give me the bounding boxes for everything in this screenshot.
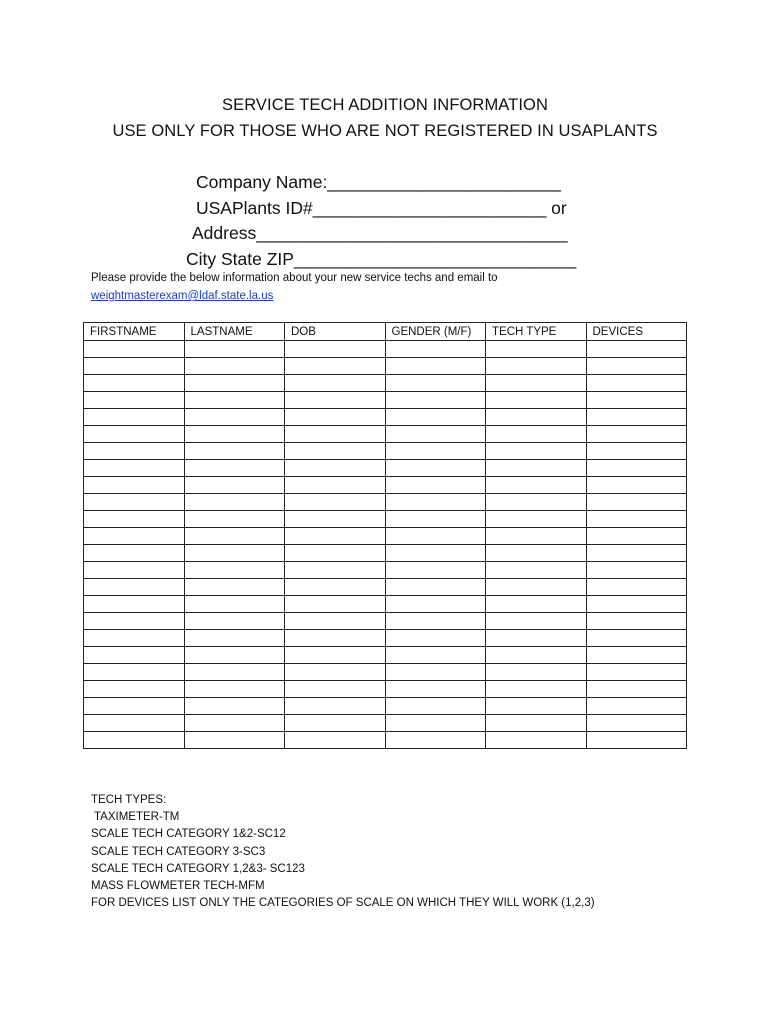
table-cell[interactable] xyxy=(84,715,185,732)
table-cell[interactable] xyxy=(184,681,285,698)
table-cell[interactable] xyxy=(385,562,486,579)
table-cell[interactable] xyxy=(84,664,185,681)
table-cell[interactable] xyxy=(184,528,285,545)
table-cell[interactable] xyxy=(84,375,185,392)
table-cell[interactable] xyxy=(586,664,687,681)
table-row xyxy=(84,426,687,443)
tech-type-line: MASS FLOWMETER TECH-MFM xyxy=(91,880,265,893)
table-cell[interactable] xyxy=(486,545,587,562)
table-cell[interactable] xyxy=(586,596,687,613)
table-cell[interactable] xyxy=(84,341,185,358)
table-cell[interactable] xyxy=(586,613,687,630)
table-cell[interactable] xyxy=(184,511,285,528)
table-cell[interactable] xyxy=(285,630,386,647)
table-cell[interactable] xyxy=(486,477,587,494)
table-cell[interactable] xyxy=(184,460,285,477)
table-row xyxy=(84,664,687,681)
table-cell[interactable] xyxy=(586,460,687,477)
table-row xyxy=(84,698,687,715)
tech-type-line: SCALE TECH CATEGORY 1&2-SC12 xyxy=(91,828,286,841)
table-cell[interactable] xyxy=(385,681,486,698)
table-cell[interactable] xyxy=(84,443,185,460)
table-body xyxy=(84,341,687,749)
table-cell[interactable] xyxy=(84,732,185,749)
table-cell[interactable] xyxy=(385,579,486,596)
table-cell[interactable] xyxy=(586,732,687,749)
table-row xyxy=(84,443,687,460)
table-cell[interactable] xyxy=(285,698,386,715)
table-cell[interactable] xyxy=(486,528,587,545)
table-cell[interactable] xyxy=(385,443,486,460)
table-cell[interactable] xyxy=(285,443,386,460)
table-cell[interactable] xyxy=(385,613,486,630)
table-cell[interactable] xyxy=(486,562,587,579)
table-cell[interactable] xyxy=(586,630,687,647)
table-cell[interactable] xyxy=(586,562,687,579)
table-cell[interactable] xyxy=(84,630,185,647)
table-cell[interactable] xyxy=(184,426,285,443)
table-cell[interactable] xyxy=(184,562,285,579)
table-row xyxy=(84,528,687,545)
table-cell[interactable] xyxy=(385,392,486,409)
table-cell[interactable] xyxy=(184,579,285,596)
table-cell[interactable] xyxy=(184,630,285,647)
table-cell[interactable] xyxy=(285,647,386,664)
table-cell[interactable] xyxy=(385,732,486,749)
table-cell[interactable] xyxy=(486,511,587,528)
form-title: SERVICE TECH ADDITION INFORMATION xyxy=(221,96,548,114)
table-cell[interactable] xyxy=(285,426,386,443)
table-cell[interactable] xyxy=(84,426,185,443)
column-header-devices: DEVICES xyxy=(586,323,687,341)
table-row xyxy=(84,715,687,732)
table-row xyxy=(84,596,687,613)
table-row xyxy=(84,647,687,664)
table-row xyxy=(84,562,687,579)
table-cell[interactable] xyxy=(486,647,587,664)
table-cell[interactable] xyxy=(586,358,687,375)
table-cell[interactable] xyxy=(385,630,486,647)
table-cell[interactable] xyxy=(84,545,185,562)
table-cell[interactable] xyxy=(586,715,687,732)
table-cell[interactable] xyxy=(486,664,587,681)
table-cell[interactable] xyxy=(586,477,687,494)
table-cell[interactable] xyxy=(586,545,687,562)
table-cell[interactable] xyxy=(84,579,185,596)
table-cell[interactable] xyxy=(184,715,285,732)
column-header-firstname: FIRSTNAME xyxy=(84,323,185,341)
table-cell[interactable] xyxy=(385,409,486,426)
table-cell[interactable] xyxy=(586,375,687,392)
table-cell[interactable] xyxy=(586,494,687,511)
table-cell[interactable] xyxy=(285,494,386,511)
table-row xyxy=(84,375,687,392)
table-cell[interactable] xyxy=(184,613,285,630)
table-cell[interactable] xyxy=(184,647,285,664)
table-cell[interactable] xyxy=(285,545,386,562)
table-cell[interactable] xyxy=(486,630,587,647)
table-cell[interactable] xyxy=(586,579,687,596)
column-header-dob: DOB xyxy=(285,323,386,341)
instructions-text: Please provide the below information about your new service techs and email to xyxy=(91,272,498,284)
table-cell[interactable] xyxy=(84,528,185,545)
table-cell[interactable] xyxy=(385,375,486,392)
table-cell[interactable] xyxy=(486,426,587,443)
table-row xyxy=(84,579,687,596)
table-cell[interactable] xyxy=(184,732,285,749)
table-cell[interactable] xyxy=(586,409,687,426)
table-cell[interactable] xyxy=(486,392,587,409)
table-cell[interactable] xyxy=(385,494,486,511)
table-cell[interactable] xyxy=(385,545,486,562)
table-cell[interactable] xyxy=(84,511,185,528)
table-cell[interactable] xyxy=(184,545,285,562)
table-cell[interactable] xyxy=(586,528,687,545)
tech-type-line: TAXIMETER-TM xyxy=(91,811,180,824)
table-cell[interactable] xyxy=(184,358,285,375)
table-cell[interactable] xyxy=(84,494,185,511)
table-cell[interactable] xyxy=(385,664,486,681)
table-cell[interactable] xyxy=(285,392,386,409)
usaplants-id-field[interactable]: USAPlants ID#________________________ or xyxy=(196,198,567,218)
table-cell[interactable] xyxy=(586,426,687,443)
table-cell[interactable] xyxy=(586,647,687,664)
table-cell[interactable] xyxy=(486,375,587,392)
table-cell[interactable] xyxy=(586,681,687,698)
devices-note: FOR DEVICES LIST ONLY THE CATEGORIES OF SCALE ON WHICH THEY WILL WORK (1,2,3) xyxy=(91,897,595,910)
table-cell[interactable] xyxy=(486,732,587,749)
table-cell[interactable] xyxy=(184,375,285,392)
company-name-field[interactable]: Company Name:________________________ xyxy=(196,172,561,192)
table-row xyxy=(84,460,687,477)
table-row xyxy=(84,494,687,511)
table-cell[interactable] xyxy=(285,579,386,596)
table-cell[interactable] xyxy=(385,647,486,664)
table-cell[interactable] xyxy=(385,715,486,732)
service-tech-table xyxy=(83,322,687,749)
tech-types-notes xyxy=(91,792,595,912)
table-cell[interactable] xyxy=(184,443,285,460)
table-cell[interactable] xyxy=(84,460,185,477)
tech-types-heading: TECH TYPES: xyxy=(91,794,167,806)
table-cell[interactable] xyxy=(385,358,486,375)
table-cell[interactable] xyxy=(586,511,687,528)
column-header-tech-type: TECH TYPE xyxy=(486,323,587,341)
table-row xyxy=(84,341,687,358)
table-row xyxy=(84,613,687,630)
table-cell[interactable] xyxy=(84,681,185,698)
table-cell[interactable] xyxy=(184,494,285,511)
table-cell[interactable] xyxy=(285,358,386,375)
table-cell[interactable] xyxy=(285,341,386,358)
table-cell[interactable] xyxy=(486,698,587,715)
table-row xyxy=(84,681,687,698)
table-cell[interactable] xyxy=(586,341,687,358)
table-cell[interactable] xyxy=(184,698,285,715)
table-cell[interactable] xyxy=(586,392,687,409)
table-row xyxy=(84,409,687,426)
table-cell[interactable] xyxy=(385,426,486,443)
table-cell[interactable] xyxy=(84,392,185,409)
table-cell[interactable] xyxy=(486,341,587,358)
table-row xyxy=(84,358,687,375)
table-cell[interactable] xyxy=(385,477,486,494)
table-cell[interactable] xyxy=(184,341,285,358)
table-cell[interactable] xyxy=(285,460,386,477)
table-cell[interactable] xyxy=(184,664,285,681)
table-cell[interactable] xyxy=(385,698,486,715)
table-cell[interactable] xyxy=(486,579,587,596)
table-cell[interactable] xyxy=(84,596,185,613)
address-field[interactable]: Address________________________________ xyxy=(192,223,568,243)
table-cell[interactable] xyxy=(84,613,185,630)
table-cell[interactable] xyxy=(285,375,386,392)
table-cell[interactable] xyxy=(486,715,587,732)
table-cell[interactable] xyxy=(486,460,587,477)
table-cell[interactable] xyxy=(285,409,386,426)
table-cell[interactable] xyxy=(84,647,185,664)
table-cell[interactable] xyxy=(285,732,386,749)
table-cell[interactable] xyxy=(84,562,185,579)
table-header-row xyxy=(84,323,687,341)
column-header-lastname: LASTNAME xyxy=(184,323,285,341)
table-cell[interactable] xyxy=(285,562,386,579)
table-cell[interactable] xyxy=(84,477,185,494)
table-row xyxy=(84,545,687,562)
table-cell[interactable] xyxy=(285,613,386,630)
table-row xyxy=(84,732,687,749)
table-cell[interactable] xyxy=(184,477,285,494)
table-cell[interactable] xyxy=(486,613,587,630)
table-cell[interactable] xyxy=(385,528,486,545)
table-cell[interactable] xyxy=(486,409,587,426)
table-cell[interactable] xyxy=(385,460,486,477)
table-cell[interactable] xyxy=(586,698,687,715)
table-cell[interactable] xyxy=(285,715,386,732)
column-header-gender: GENDER (M/F) xyxy=(385,323,486,341)
table-cell[interactable] xyxy=(184,409,285,426)
table-row xyxy=(84,511,687,528)
table-cell[interactable] xyxy=(84,698,185,715)
tech-type-line: SCALE TECH CATEGORY 3-SC3 xyxy=(91,845,266,858)
table-row xyxy=(84,392,687,409)
table-cell[interactable] xyxy=(285,596,386,613)
tech-type-line: SCALE TECH CATEGORY 1,2&3- SC123 xyxy=(91,862,305,875)
table-cell[interactable] xyxy=(285,681,386,698)
city-state-zip-field[interactable]: City State ZIP_____________________________ xyxy=(186,249,577,269)
table-row xyxy=(84,477,687,494)
table-cell[interactable] xyxy=(84,358,185,375)
table-cell[interactable] xyxy=(285,528,386,545)
table-cell[interactable] xyxy=(285,511,386,528)
table-cell[interactable] xyxy=(486,681,587,698)
table-cell[interactable] xyxy=(184,596,285,613)
form-subtitle: USE ONLY FOR THOSE WHO ARE NOT REGISTERED IN USAPLANTS xyxy=(112,122,658,140)
table-cell[interactable] xyxy=(285,477,386,494)
table-cell[interactable] xyxy=(84,409,185,426)
table-cell[interactable] xyxy=(486,443,587,460)
table-cell[interactable] xyxy=(385,511,486,528)
email-link[interactable]: weightmasterexam@ldaf.state.la.us xyxy=(91,290,274,302)
table-cell[interactable] xyxy=(385,341,486,358)
table-cell[interactable] xyxy=(385,596,486,613)
table-cell[interactable] xyxy=(486,596,587,613)
table-row xyxy=(84,630,687,647)
table-cell[interactable] xyxy=(285,664,386,681)
table-cell[interactable] xyxy=(184,392,285,409)
table-cell[interactable] xyxy=(486,358,587,375)
table-cell[interactable] xyxy=(586,443,687,460)
table-cell[interactable] xyxy=(486,494,587,511)
